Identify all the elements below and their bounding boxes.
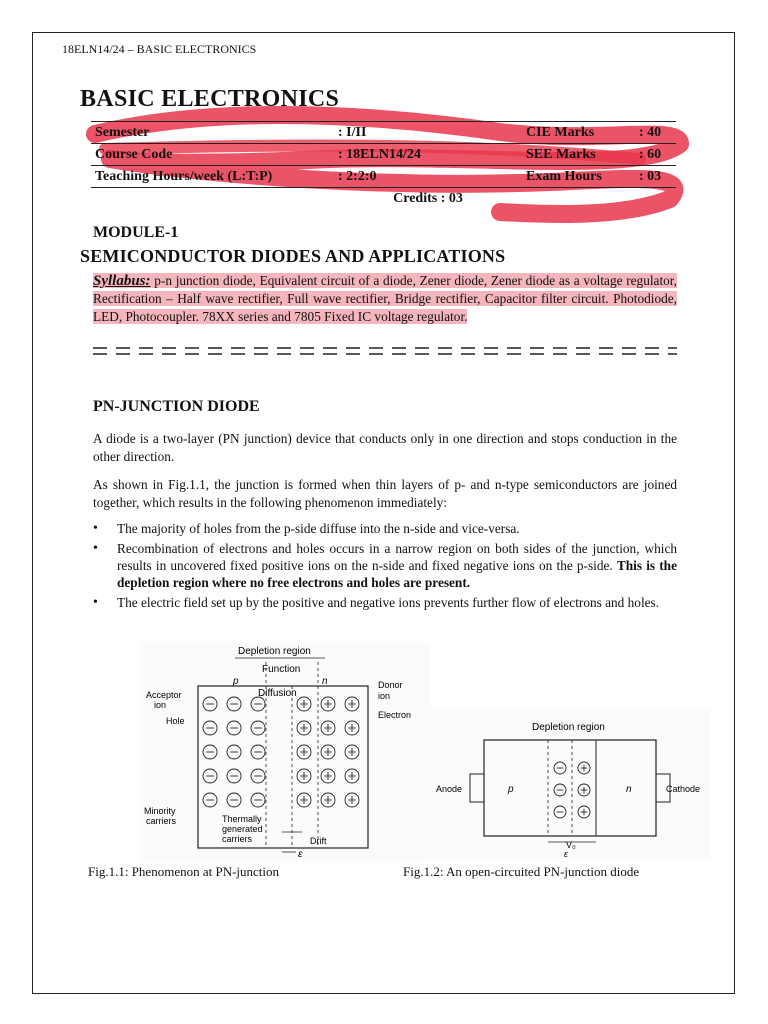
svg-text:p: p [233, 676, 239, 687]
section-heading: PN-JUNCTION DIODE [93, 398, 260, 415]
syllabus-text: p-n junction diode, Equivalent circuit of a diode, Zener diode, Zener diode as a voltage regulator, Rectification – Half wave rectifier, Full wave rectifier, Bridge rectifier, Capacitor filter circuit. Photodiode, LED, Photocoupler. 78XX series and 7805 Fixed IC voltage regulator. [93, 273, 677, 324]
course-info-table [91, 121, 676, 209]
svg-text:ε: ε [298, 849, 303, 860]
table-row: Course Code : 18ELN14/24 SEE Marks : 60 [91, 144, 676, 166]
syllabus-label: Syllabus: [93, 273, 151, 289]
paragraph-intro: A diode is a two-layer (PN junction) device that conducts only in one direction and stops conduction in the other direction. [93, 431, 677, 464]
subject-heading: SEMICONDUCTOR DIODES AND APPLICATIONS [80, 246, 506, 266]
svg-text:carriers: carriers [222, 834, 253, 844]
svg-text:generated: generated [222, 824, 263, 834]
svg-text:V₀: V₀ [566, 840, 576, 850]
running-header: 18ELN14/24 – BASIC ELECTRONICS [62, 42, 257, 56]
svg-text:Thermally: Thermally [222, 814, 262, 824]
svg-text:Diffusion: Diffusion [258, 688, 297, 699]
list-item: • The electric field set up by the positive and negative ions prevents further flow of electrons and holes. [93, 594, 677, 611]
svg-text:n: n [322, 676, 328, 687]
svg-text:Cathode: Cathode [666, 784, 701, 794]
svg-text:ε: ε [564, 849, 568, 858]
list-item: • Recombination of electrons and holes occurs in a narrow region on both sides of the junction, which results in uncovered fixed positive ions on the n-side and fixed negative ions on the p-side. This is the depletion region where no free electrons and holes are present. [93, 540, 677, 591]
figure-1-caption: Fig.1.1: Phenomenon at PN-junction [88, 864, 280, 879]
svg-text:ion: ion [154, 700, 167, 710]
svg-text:Acceptor: Acceptor [146, 690, 182, 700]
svg-text:Drift: Drift [310, 836, 327, 846]
svg-text:ion: ion [378, 691, 391, 701]
table-row: Credits : 03 [91, 188, 676, 210]
phenomenon-list [93, 520, 677, 614]
svg-text:p: p [508, 784, 514, 795]
paragraph-junction: As shown in Fig.1.1, the junction is formed when thin layers of p- and n-type semiconductors are joined together, which results in the following phenomenon immediately: [93, 477, 677, 510]
figure-pn-junction-phenomenon [140, 642, 430, 862]
svg-text:Minority: Minority [144, 806, 176, 816]
svg-text:carriers: carriers [146, 816, 177, 826]
list-item: • The majority of holes from the p-side diffuse into the n-side and vice-versa. [93, 520, 677, 537]
svg-text:Anode: Anode [436, 784, 463, 794]
svg-text:Function: Function [262, 664, 301, 675]
svg-text:n: n [626, 784, 632, 795]
table-row: Semester : I/II CIE Marks : 40 [91, 122, 676, 144]
svg-text:Hole: Hole [166, 716, 185, 726]
svg-text:Depletion region: Depletion region [238, 646, 311, 657]
figure-2-caption: Fig.1.2: An open-circuited PN-junction diode [403, 864, 640, 879]
table-row: Teaching Hours/week (L:T:P) : 2:2:0 Exam Hours : 03 [91, 166, 676, 188]
svg-text:Electron: Electron [378, 710, 412, 720]
svg-text:Donor: Donor [378, 680, 403, 690]
document-title: BASIC ELECTRONICS [80, 86, 340, 112]
syllabus-block [93, 272, 677, 326]
figure-open-circuit-diode [430, 708, 710, 858]
module-heading: MODULE-1 [93, 224, 179, 241]
svg-text:Depletion region: Depletion region [532, 722, 605, 733]
dashed-divider [93, 344, 677, 358]
